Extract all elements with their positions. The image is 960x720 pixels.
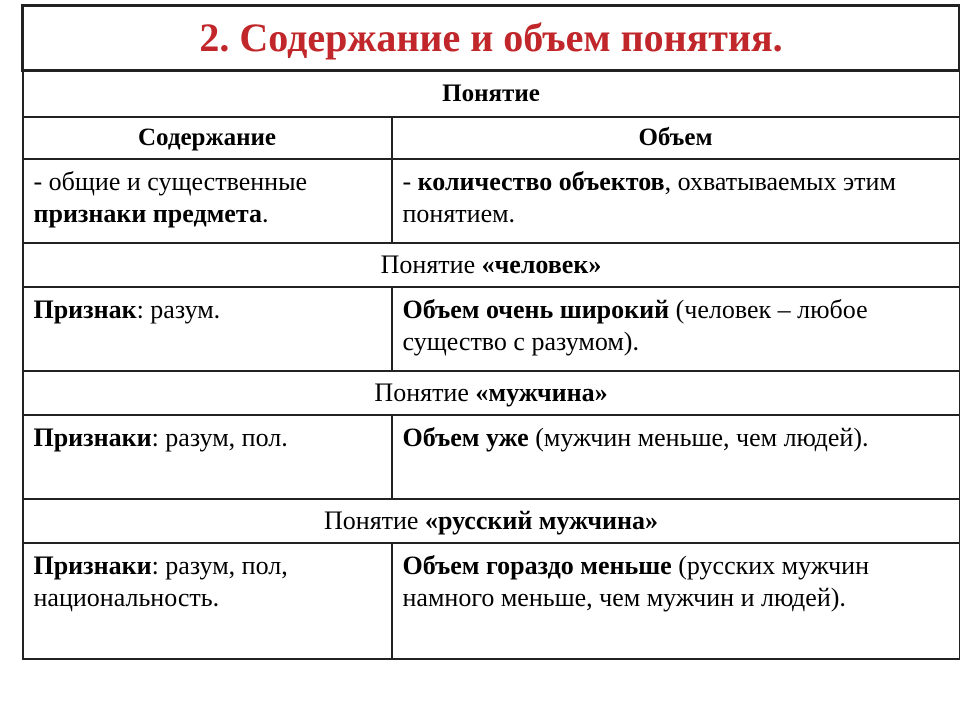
definition-volume-cell: - количество объектов, охватываемых этим понятием. [392,159,960,243]
column-header-row [23,117,960,159]
page-title: 2. Содержание и объем понятия. [23,6,960,71]
concept-table [21,4,960,660]
example-feature-cell: Признак: разум. [23,287,392,371]
title-row [23,6,960,71]
example-detail-row [23,543,960,659]
example-feature-cell: Признаки: разум, пол, национальность. [23,543,392,659]
example-concept-title: Понятие «русский мужчина» [23,499,960,543]
example-concept-title: Понятие «мужчина» [23,371,960,415]
example-detail-row [23,287,960,371]
example-concept-row [23,243,960,287]
example-feature-cell: Признаки: разум, пол. [23,415,392,499]
example-volume-cell: Объем очень широкий (человек – любое существо с разумом). [392,287,960,371]
concept-header: Понятие [23,71,960,118]
content-header: Содержание [23,117,392,159]
definition-row [23,159,960,243]
example-detail-row [23,415,960,499]
slide [21,4,958,660]
volume-header: Объем [392,117,960,159]
example-concept-row [23,371,960,415]
definition-content-cell: - общие и существенные признаки предмета. [23,159,392,243]
example-concept-title: Понятие «человек» [23,243,960,287]
concept-header-row [23,71,960,118]
example-concept-row [23,499,960,543]
example-volume-cell: Объем уже (мужчин меньше, чем людей). [392,415,960,499]
example-volume-cell: Объем гораздо меньше (русских мужчин намного меньше, чем мужчин и людей). [392,543,960,659]
